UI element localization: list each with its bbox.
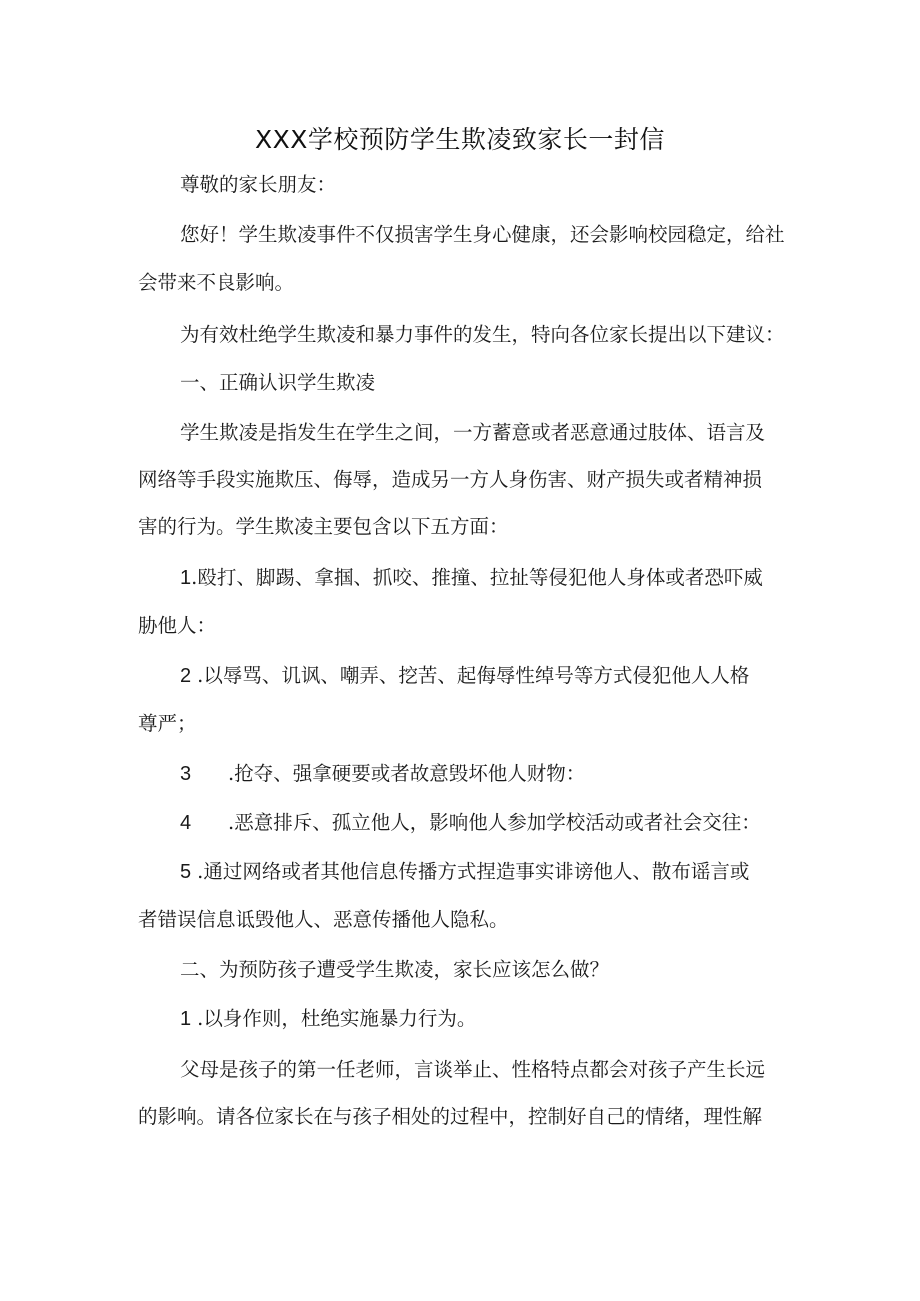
list-item-text: .恶意排斥、孤立他人，影响他人参加学校活动或者社会交往：	[228, 811, 761, 834]
list-item-text: .殴打、脚踢、拿掴、抓咬、推撞、拉扯等侵犯他人身体或者恐吓威	[191, 566, 763, 589]
parents-paragraph-line-1: 父母是孩子的第一任老师，言谈举止、性格特点都会对孩子产生长远	[180, 1058, 766, 1081]
section2-heading: 二、为预防孩子遭受学生欺凌，家长应该怎么做？	[180, 958, 610, 981]
intro-line-1: 您好！学生欺凌事件不仅损害学生身心健康，还会影响校园稳定，给社	[180, 223, 785, 246]
list-item	[180, 759, 585, 789]
list-item-text: .通过网络或者其他信息传播方式捏造事实诽谤他人、散布谣言或	[197, 860, 750, 883]
definition-line-3: 害的行为。学生欺凌主要包含以下五方面：	[138, 515, 509, 538]
list-item-text: .以身作则，杜绝实施暴力行为。	[197, 1007, 477, 1030]
parents-paragraph-line-2: 的影响。请各位家长在与孩子相处的过程中，控制好自己的情绪，理性解	[138, 1105, 763, 1128]
list-item-number: 4	[180, 812, 192, 834]
list-item	[180, 1004, 476, 1034]
list-item-text: .以辱骂、讥讽、嘲弄、挖苦、起侮辱性绰号等方式侵犯他人人格	[197, 664, 750, 687]
list-item-number: 2	[180, 665, 192, 687]
list-item-number: 1	[180, 1008, 192, 1030]
list-item	[180, 563, 763, 593]
list-item-number: 1	[180, 567, 192, 589]
section1-heading: 一、正确认识学生欺凌	[180, 371, 376, 394]
list-item	[180, 661, 749, 691]
list-item	[180, 857, 749, 887]
list-item-number: 3	[180, 763, 192, 785]
page-title: XXX学校预防学生欺凌致家长一封信	[255, 125, 665, 154]
list-item-continuation: 者错误信息诋毁他人、恶意传播他人隐私。	[138, 908, 509, 931]
list-item-text: .抢夺、强拿硬要或者故意毁坏他人财物：	[228, 762, 586, 785]
definition-line-1: 学生欺凌是指发生在学生之间，一方蓄意或者恶意通过肢体、语言及	[180, 421, 766, 444]
definition-line-2: 网络等手段实施欺压、侮辱，造成另一方人身伤害、财产损失或者精神损	[138, 468, 763, 491]
list-item-number: 5	[180, 861, 192, 883]
salutation: 尊敬的家长朋友：	[180, 173, 337, 196]
list-item-continuation: 胁他人：	[138, 614, 217, 637]
list-item-continuation: 尊严；	[138, 712, 197, 735]
purpose-paragraph: 为有效杜绝学生欺凌和暴力事件的发生，特向各位家长提出以下建议：	[180, 323, 785, 346]
list-item	[180, 808, 761, 838]
intro-line-2: 会带来不良影响。	[138, 271, 295, 294]
